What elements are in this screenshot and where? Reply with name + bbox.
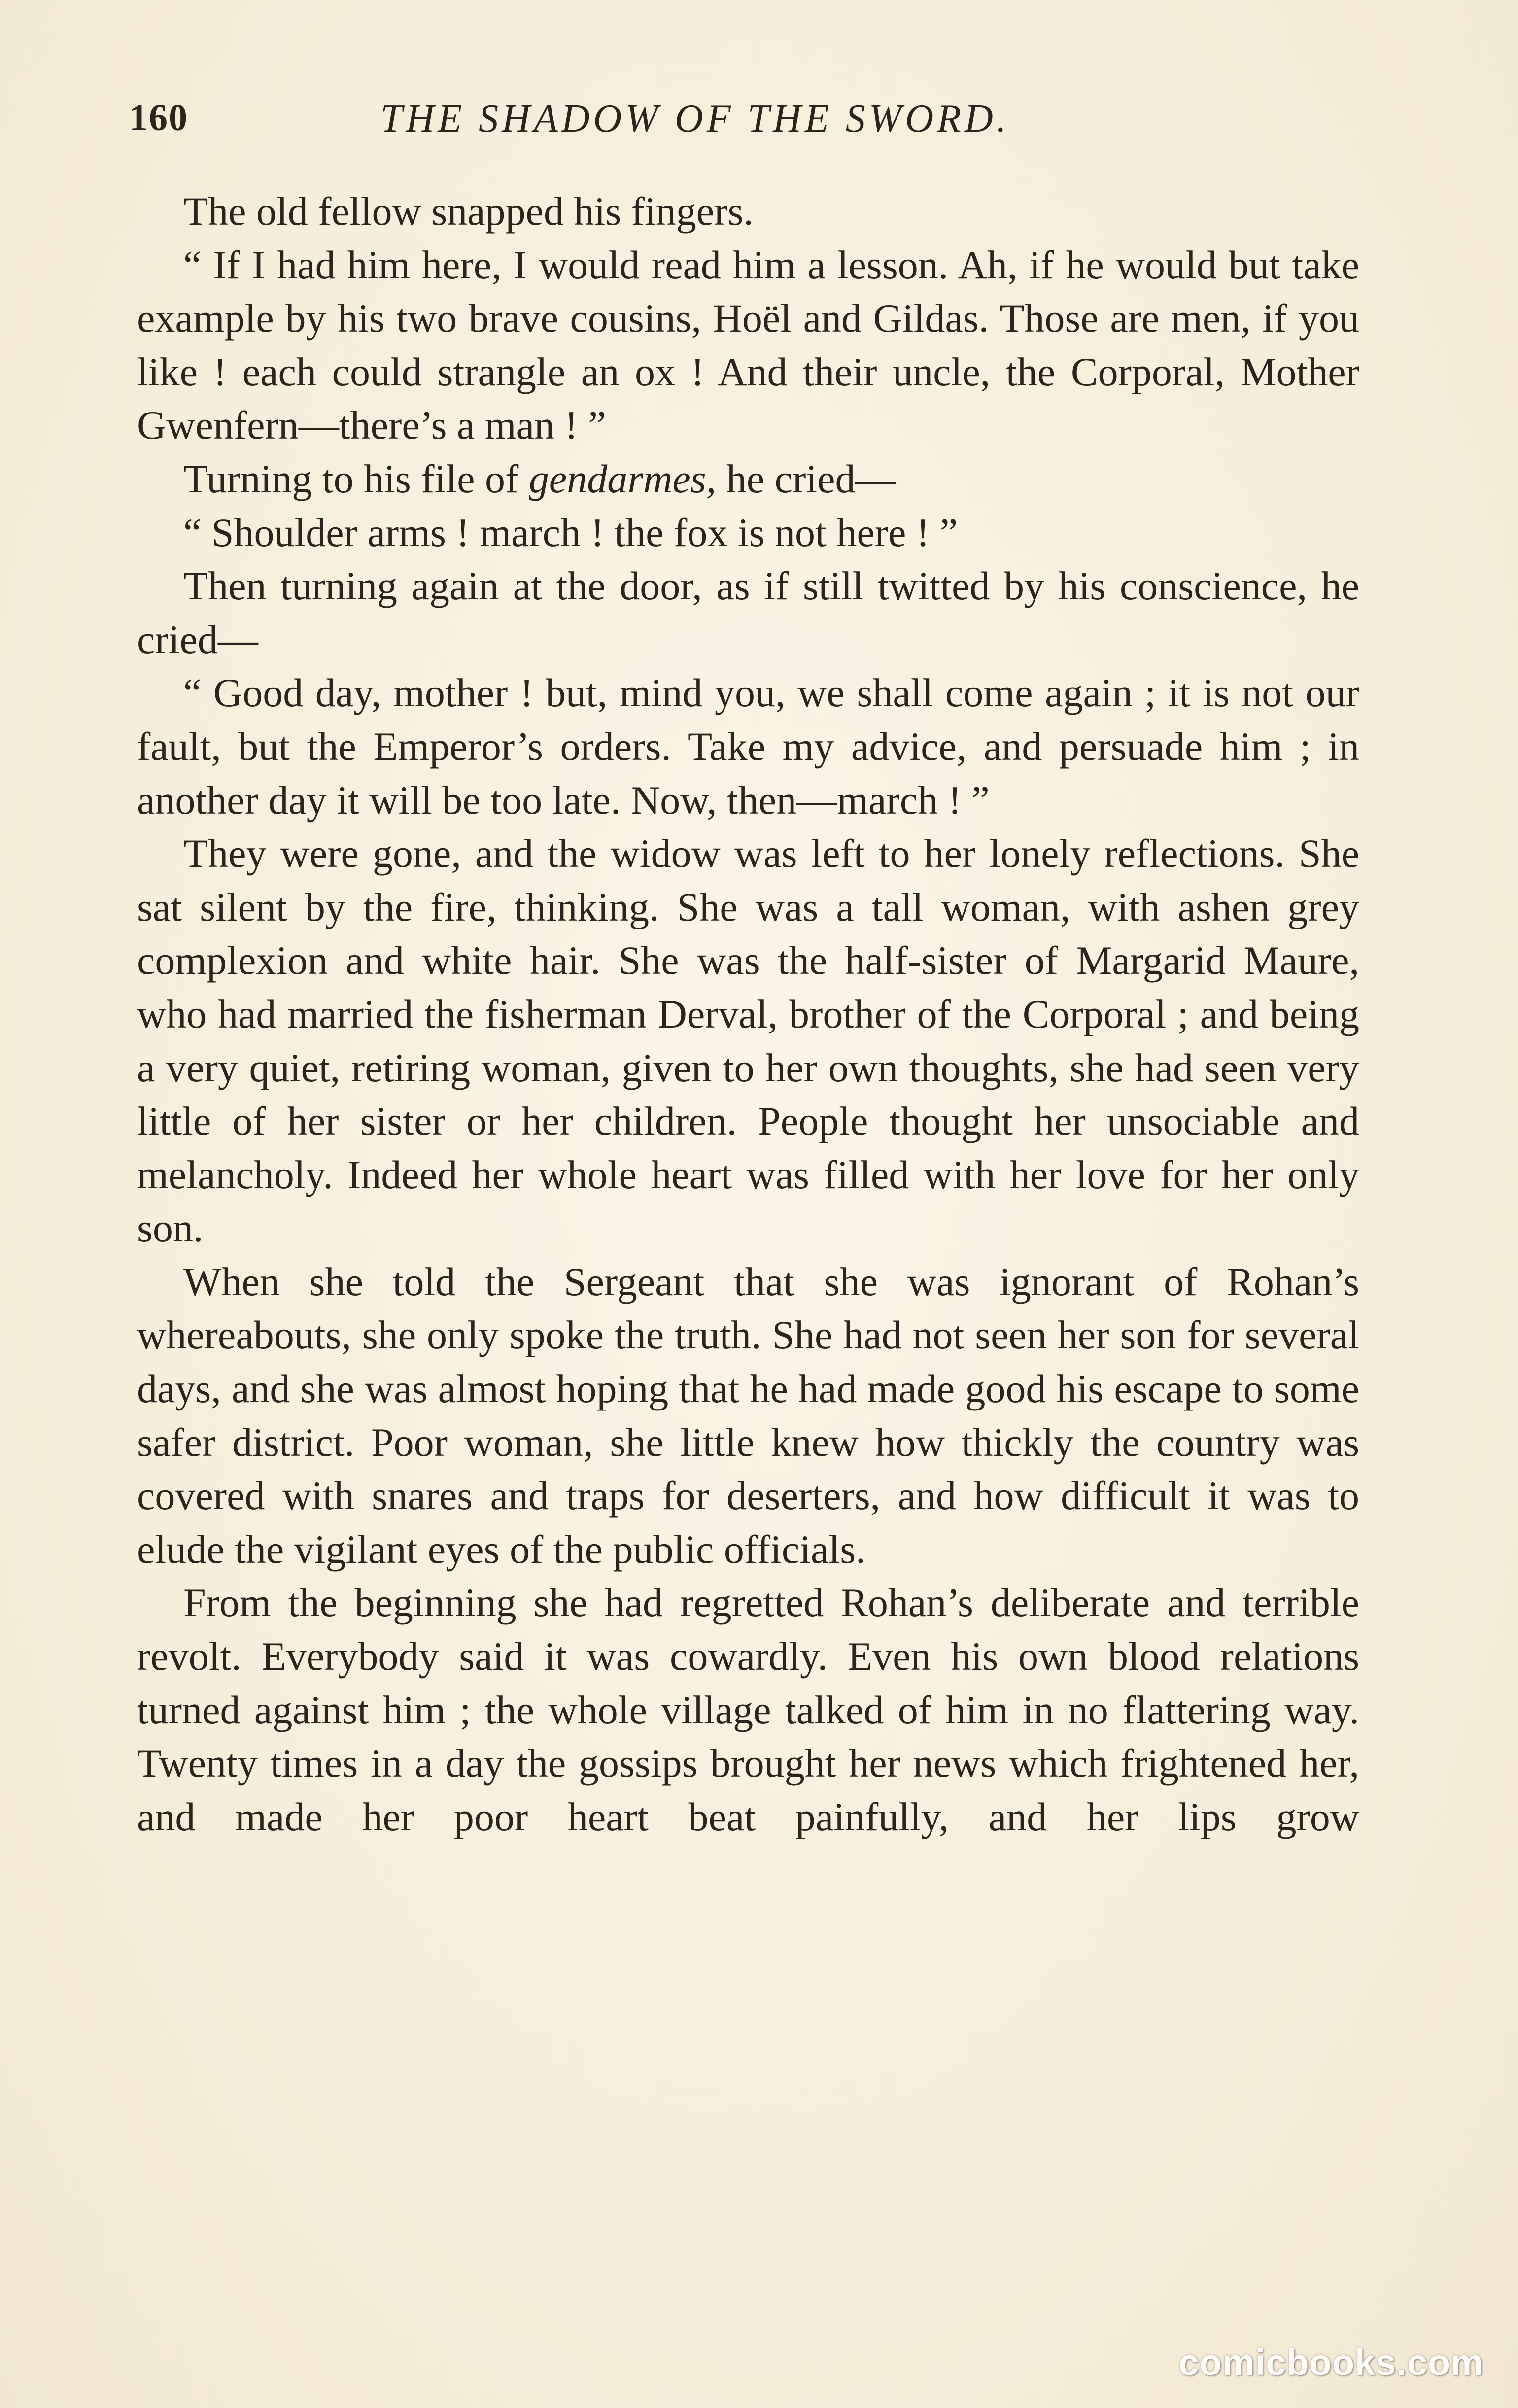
running-title: THE SHADOW OF THE SWORD. [380,97,1010,140]
paragraph-4: “ Shoulder arms ! march ! the fox is not here ! ” [183,510,958,555]
paragraph-9: From the beginning she had regretted Rohan’s deliberate and terrible revolt. Everybody said it was cowardly. Even his own blood relations turned against him ; the whole village talked of him in no flattering way. Twenty times in a day the gossips brought her news which frightened her, and made her poor heart beat painfully, and her lips grow [137,1580,1359,1839]
page-header [129,97,1361,151]
paragraph-3 [137,452,1359,506]
page-number: 160 [129,97,188,138]
paragraph-7: They were gone, and the widow was left to her lonely reflections. She sat silent by the fire, thinking. She was a tall woman, with ashen grey complexion and white hair. She was the half-sister of Margarid Maure, who had married the fisherman Derval, brother of the Corporal ; and being a very quiet, retiring woman, given to her own thoughts, she had seen very little of her sister or her children. People thought her unsociable and melancholy. Indeed her whole heart was filled with her love for her only son. [137,831,1359,1251]
gendarmes-italic: gendarmes, [528,456,717,501]
paragraph-3-start: Turning to his file of [183,456,529,501]
paragraph-3-end: he cried— [716,456,896,501]
watermark: comicbooks.com [1178,2342,1484,2383]
paragraph-6: “ Good day, mother ! but, mind you, we shall come again ; it is not our fault, but the Emperor’s orders. Take my advice, and persuade him ; in another day it will be too late. Now, then—march ! ” [137,670,1359,823]
body-text [137,185,1359,1844]
paragraph-2: “ If I had him here, I would read him a lesson. Ah, if he would but take example by his two brave cousins, Hoël and Gildas. Those are men, if you like ! each could strangle an ox ! And their uncle, the Corporal, Mother Gwenfern—there’s a man ! ” [137,242,1359,448]
paragraph-5: Then turning again at the door, as if still twitted by his conscience, he cried— [137,563,1359,662]
paragraph-8: When she told the Sergeant that she was ignorant of Rohan’s whereabouts, she only spoke the truth. She had not seen her son for several days, and she was almost hoping that he had made good his escape to some safer district. Poor woman, she little knew how thickly the country was covered with snares and traps for deserters, and how difficult it was to elude the vigilant eyes of the public officials. [137,1259,1359,1572]
paragraph-1: The old fellow snapped his fingers. [183,189,754,234]
